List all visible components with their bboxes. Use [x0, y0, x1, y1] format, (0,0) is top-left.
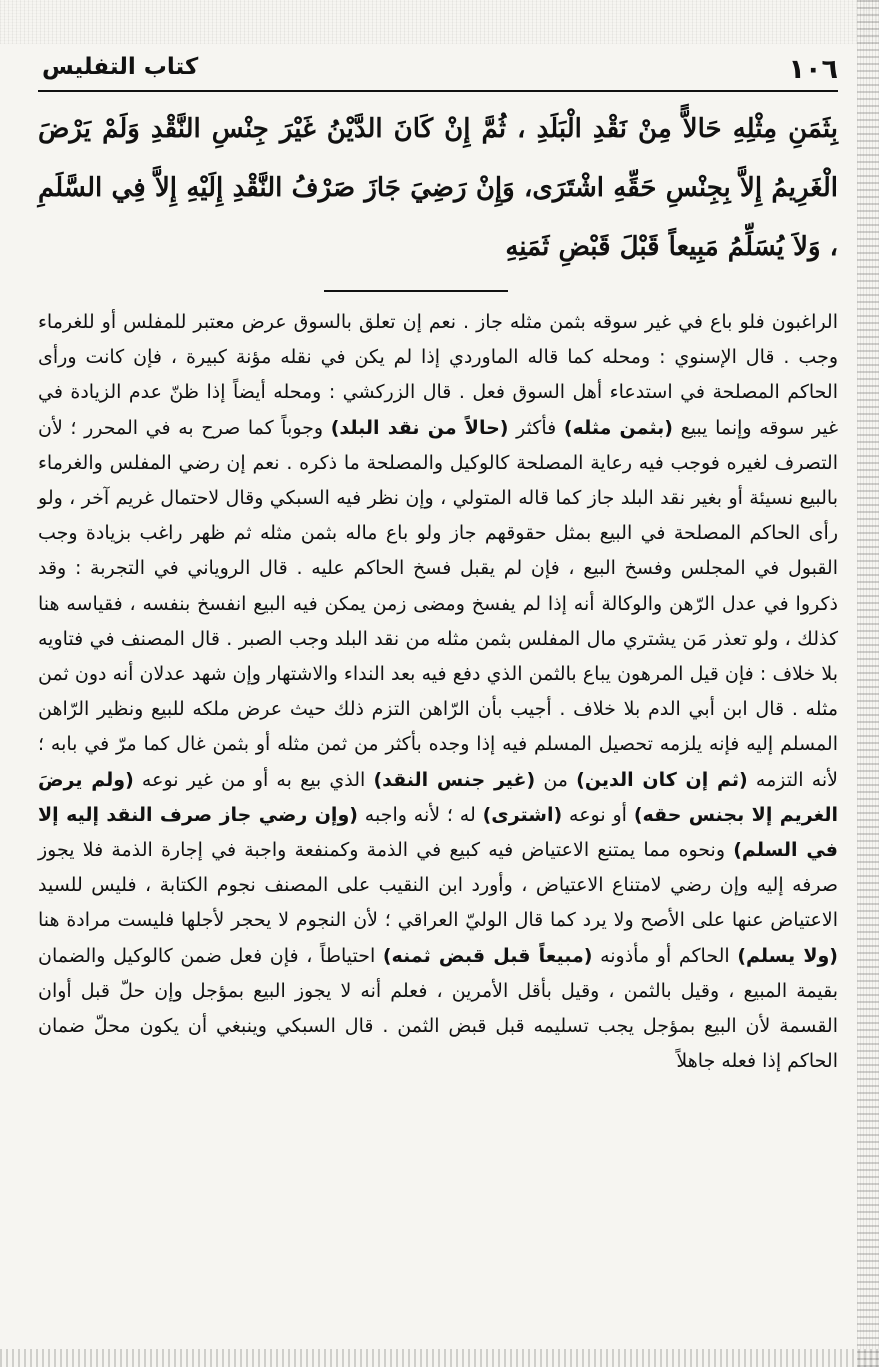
quoted-matn: (غير جنس النقد)	[373, 768, 536, 791]
commentary-text-block	[38, 305, 838, 1079]
quoted-matn: (وإن رضي جاز صرف النقد إليه إلا في السلم)	[38, 803, 838, 862]
book-title: كتاب التفليس	[42, 54, 199, 80]
quoted-matn: (مبيعاً قبل قبض ثمنه)	[382, 944, 593, 967]
header-rule	[38, 90, 838, 92]
commentary-text: وجوباً كما صرح به في المحرر ؛ لأن التصرف لغيره فوجب فيه رعاية المصلحة كالوكيل والمصلحة ما ذكره . نعم إن رضي المفلس والغرماء بالبيع نسيئة أو بغير نقد البلد جاز كما قاله المتولي ، وإن نظر فيه السبكي وقال لاحتمال غريم آخر ، ولو رأى الحاكم المصلحة في البيع بمثل حقوقهم جاز ولو باع ماله بثمن مثله ثم ظهر راغب بزيادة وجب القبول في المجلس وفسخ البيع ، فإن لم يقبل فسخ الحاكم عليه . قال الروياني في التجربة : وقد ذكروا في عدل الرّهن والوكالة أنه إذا لم يفسخ ومضى زمن يمكن فيه البيع انفسخ بنفسه ، فقياسه هنا كذلك ، ولو تعذر مَن يشتري مال المفلس بثمن مثله من نقد البلد وجب الصبر . قال المصنف في فتاويه بلا خلاف : فإن قيل المرهون يباع بالثمن الذي دفع فيه بعد النداء والاشتهار وإن شهد عدلان أنه دون ثمن مثله . قال ابن أبي الدم بلا خلاف . أجيب بأن الرّاهن التزم ذلك حيث عرض ملكه للبيع ونظير الرّاهن المسلم إليه فإنه يلزمه تحصيل المسلم فيه إذا وجده بأكثر من ثمن مثله أو بثمن غال كما مرّ في بابه ؛ لأنه التزمه	[38, 416, 839, 791]
commentary-text: الحاكم أو مأذونه	[592, 944, 738, 967]
scan-border-right	[857, 0, 879, 1367]
commentary-text: أو نوعه	[562, 803, 634, 826]
quoted-matn: (ثم إن كان الدين)	[576, 768, 748, 791]
commentary-paragraph	[38, 305, 838, 1079]
commentary-text: احتياطاً ، فإن فعل ضمن كالوكيل والضمان بقيمة المبيع ، وقيل بالثمن ، وقيل بأقل الأمرين ، فعلم أنه لا يجوز البيع بمؤجل وإن حلّ قبل أوان القسمة لأن البيع بمؤجل يجب تسليمه قبل قبض الثمن . قال السبكي وينبغي أن يكون محلّ ضمان الحاكم إذا فعله جاهلاً	[38, 944, 838, 1073]
commentary-text: الذي بيع به أو من غير نوعه	[133, 768, 374, 791]
separator-rule	[324, 290, 508, 292]
scan-border-top	[0, 0, 879, 44]
commentary-text: ونحوه مما يمتنع الاعتياض فيه كبيع في الذمة وكمنفعة واجبة في إجارة الذمة فلا يجوز صرفه إليه وإن رضي لامتناع الاعتياض ، وأورد ابن النقيب على المصنف نجوم الكتابة ، فليس للسيد الاعتياض عنها على الأصح ولا يرد كما قال الوليّ العراقي ؛ لأن النجوم لا يحجر لأجلها فليست مرادة هنا	[38, 839, 838, 932]
commentary-text: له ؛ لأنه واجبه	[357, 803, 483, 826]
quoted-matn: (ولا يسلم)	[737, 944, 838, 967]
scan-border-bottom	[0, 1349, 879, 1367]
matn-text-block	[38, 100, 838, 277]
page-number: ١٠٦	[788, 54, 838, 85]
running-header	[38, 52, 838, 92]
quoted-matn: (بثمن مثله)	[563, 416, 673, 439]
commentary-text: فأكثر	[508, 416, 564, 439]
quoted-matn: (حالاً من نقد البلد)	[330, 416, 509, 439]
quoted-matn: (ولم يرضَ الغريم إلا بجنس حقه)	[38, 768, 838, 826]
commentary-text: من	[535, 768, 577, 791]
quoted-matn: (اشترى)	[482, 803, 563, 826]
matn-paragraph: بِثَمَنِ مِثْلِهِ حَالاًّ مِنْ نَقْدِ الْبَلَدِ ، ثُمَّ إِنْ كَانَ الدَّيْنُ غَيْرَ جِنْسِ النَّقْدِ وَلَمْ يَرْضَ الْغَرِيمُ إِلاَّ بِجِنْسِ حَقِّهِ اشْتَرَى، وَإِنْ رَضِيَ جَازَ صَرْفُ النَّقْدِ إِلَيْهِ إِلاَّ فِي السَّلَمِ ، وَلاَ يُسَلِّمُ مَبِيعاً قَبْلَ قَبْضِ ثَمَنِهِ	[38, 114, 838, 262]
commentary-text: الراغبون فلو باع في غير سوقه بثمن مثله جاز . نعم إن تعلق بالسوق عرض معتبر للمفلس أو للغرماء وجب . قال الإسنوي : ومحله كما قاله الماوردي إذا لم يكن في نقله مؤنة كبيرة ، فإن كانت ورأى الحاكم المصلحة في استدعاء أهل السوق فعل . قال الزركشي : ومحله أيضاً إذا ظنّ عدم الزيادة في غير سوقه وإنما يبيع	[38, 311, 838, 439]
